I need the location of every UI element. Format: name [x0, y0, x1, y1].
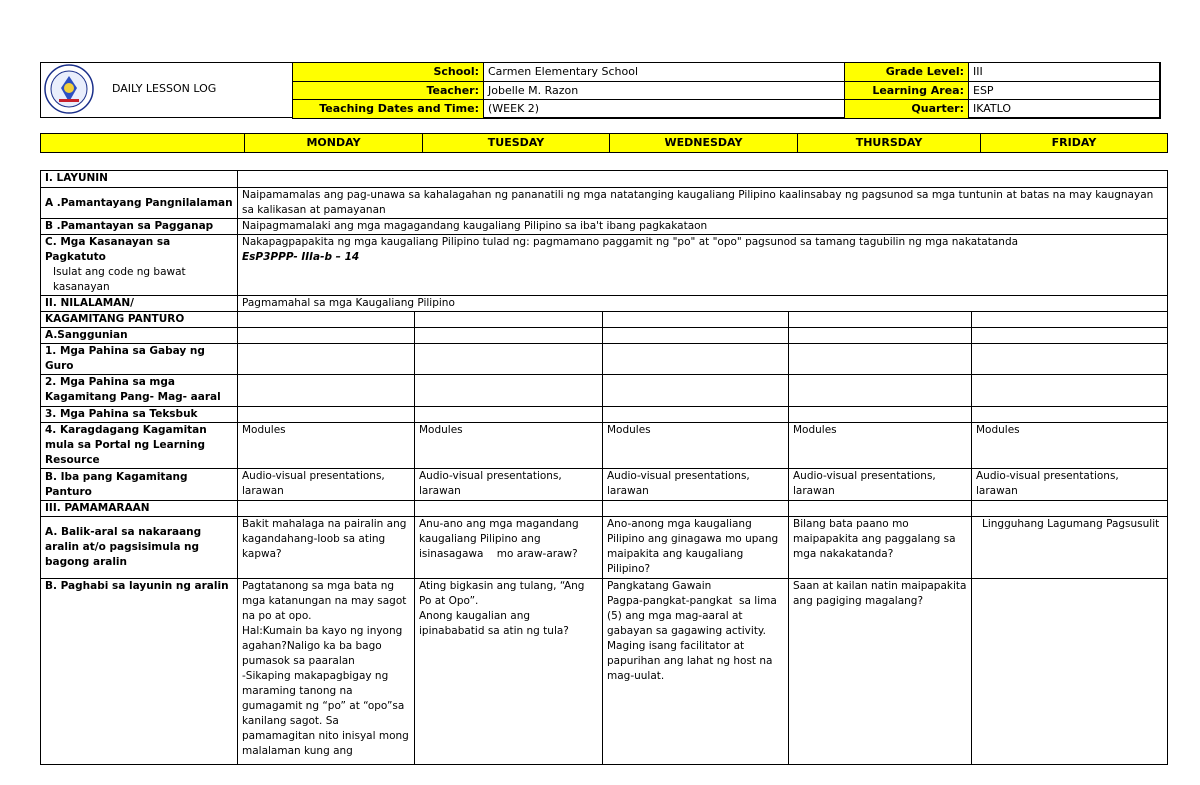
karagdagang-thursday: Modules — [789, 423, 972, 469]
balik-monday: Bakit mahalaga na pairalin ang kagandahang-loob sa ating kapwa? — [238, 517, 415, 579]
paghabi-tuesday: Ating bigkasin ang tulang, “Ang Po at Opo”. Anong kaugalian ang ipinababatid sa atin ng tula? — [415, 579, 603, 765]
iba-thursday: Audio-visual presentations, larawan — [789, 469, 972, 501]
empty-cell — [789, 407, 972, 423]
iba-monday: Audio-visual presentations, larawan — [238, 469, 415, 501]
empty-cell — [415, 375, 603, 407]
day-header-blank — [41, 134, 245, 153]
grade-value: III — [969, 63, 1161, 82]
day-header-row — [40, 133, 1168, 153]
quarter-label: Quarter: — [845, 100, 969, 119]
paghabi-wednesday: Pangkatang Gawain Pagpa-pangkat-pangkat sa lima (5) ang mga mag-aaral at gabayan sa gagawing activity. Maging isang facilitator at papurihan ang lahat ng host na mag-uulat. — [603, 579, 789, 765]
empty-cell — [603, 375, 789, 407]
empty-cell — [789, 501, 972, 517]
iba-friday: Audio-visual presentations, larawan — [972, 469, 1168, 501]
kasanayan-label: C. Mga Kasanayan sa Pagkatuto — [45, 236, 171, 263]
empty-cell — [238, 328, 415, 344]
paghabi-label: B. Paghabi sa layunin ng aralin — [41, 579, 238, 765]
layunin-label: I. LAYUNIN — [41, 171, 238, 188]
empty-cell — [415, 501, 603, 517]
paghabi-friday — [972, 579, 1168, 765]
pagganap-label: B .Pamantayan sa Pagganap — [41, 219, 238, 235]
paghabi-monday: Pagtatanong sa mga bata ng mga katanungan na may sagot na po at opo. Hal:Kumain ba kayo ng inyong agahan?Naligo ka ba bago pumasok sa paaralan -Sikaping makapagbigay ng maraming tanong na gumagamit ng “po” at “opo”sa kanilang sagot. Sa pamamagitan nito inisyal mong malalaman kung ang — [238, 579, 415, 765]
kagamitang-label: 2. Mga Pahina sa mga Kagamitang Pang- Mag- aaral — [41, 375, 238, 407]
empty-cell — [789, 328, 972, 344]
kasanayan-code: EsP3PPP- IIIa-b – 14 — [242, 251, 360, 263]
page-title: DAILY LESSON LOG — [112, 82, 217, 95]
quarter-value: IKATLO — [969, 100, 1161, 119]
balik-wednesday: Ano-anong mga kaugaliang Pilipino ang ginagawa mo upang maipakita ang kaugaliang Pilipino? — [603, 517, 789, 579]
kasanayan-text: Nakapagpapakita ng mga kaugaliang Pilipino tulad ng: pagmamano paggamit ng "po" at "opo" pagsunod sa tamang tagubilin ng mga nakatatanda — [242, 236, 1019, 248]
pagganap-text: Naipagmamalaki ang mga magagandang kaugaliang Pilipino sa iba't ibang pagkakataon — [238, 219, 1168, 235]
empty-cell — [415, 407, 603, 423]
school-label: School: — [293, 63, 484, 82]
pamantayang-label: A .Pamantayang Pangnilalaman — [41, 188, 238, 219]
empty-cell — [603, 407, 789, 423]
empty-cell — [603, 312, 789, 328]
empty-cell — [238, 375, 415, 407]
empty-cell — [972, 375, 1168, 407]
empty-cell — [415, 328, 603, 344]
empty-cell — [238, 312, 415, 328]
paghabi-thursday: Saan at kailan natin maipapakita ang pagiging magalang? — [789, 579, 972, 765]
day-friday: FRIDAY — [981, 134, 1168, 153]
kagamitan-label: KAGAMITANG PANTURO — [41, 312, 238, 328]
empty-cell — [972, 328, 1168, 344]
empty-cell — [789, 344, 972, 375]
empty-cell — [415, 312, 603, 328]
empty-cell — [603, 501, 789, 517]
iba-wednesday: Audio-visual presentations, larawan — [603, 469, 789, 501]
nilalaman-label: II. NILALAMAN/ — [41, 296, 238, 312]
day-monday: MONDAY — [245, 134, 423, 153]
sanggunian-label: A.Sanggunian — [41, 328, 238, 344]
area-value: ESP — [969, 81, 1161, 100]
dates-label: Teaching Dates and Time: — [293, 100, 484, 119]
iba-tuesday: Audio-visual presentations, larawan — [415, 469, 603, 501]
balik-friday: Lingguhang Lagumang Pagsusulit — [972, 517, 1168, 579]
balik-thursday: Bilang bata paano mo maipapakita ang paggalang sa mga nakakatanda? — [789, 517, 972, 579]
kasanayan-sub: Isulat ang code ng bawat kasanayan — [53, 266, 186, 293]
day-tuesday: TUESDAY — [423, 134, 610, 153]
teksbuk-label: 3. Mga Pahina sa Teksbuk — [41, 407, 238, 423]
empty-cell — [603, 344, 789, 375]
kasanayan-cell — [41, 235, 238, 296]
teacher-label: Teacher: — [293, 81, 484, 100]
dates-value: (WEEK 2) — [484, 100, 845, 119]
nilalaman-text: Pagmamahal sa mga Kaugaliang Pilipino — [238, 296, 1168, 312]
empty-cell — [238, 501, 415, 517]
karagdagang-wednesday: Modules — [603, 423, 789, 469]
header-info-table — [292, 62, 1161, 119]
lesson-log-table — [40, 170, 1168, 765]
empty-cell — [238, 344, 415, 375]
balik-label: A. Balik-aral sa nakaraang aralin at/o pagsisimula ng bagong aralin — [41, 517, 238, 579]
day-thursday: THURSDAY — [798, 134, 981, 153]
karagdagang-label: 4. Karagdagang Kagamitan mula sa Portal ng Learning Resource — [41, 423, 238, 469]
kasanayan-text-cell — [238, 235, 1168, 296]
pamantayang-text: Naipamamalas ang pag-unawa sa kahalagahan ng pananatili ng mga natatanging kaugaliang Pilipino kaalinsabay ng pagsunod sa mga tuntunin at batas na may kaugnayan sa kalikasan at pamayanan — [238, 188, 1168, 219]
day-wednesday: WEDNESDAY — [610, 134, 798, 153]
empty-cell — [238, 407, 415, 423]
iba-label: B. Iba pang Kagamitang Panturo — [41, 469, 238, 501]
empty-cell — [238, 171, 1168, 188]
karagdagang-tuesday: Modules — [415, 423, 603, 469]
empty-cell — [789, 312, 972, 328]
empty-cell — [972, 501, 1168, 517]
karagdagang-monday: Modules — [238, 423, 415, 469]
area-label: Learning Area: — [845, 81, 969, 100]
empty-cell — [603, 328, 789, 344]
empty-cell — [972, 407, 1168, 423]
karagdagang-friday: Modules — [972, 423, 1168, 469]
empty-cell — [789, 375, 972, 407]
pamamaraan-label: III. PAMAMARAAN — [41, 501, 238, 517]
empty-cell — [972, 312, 1168, 328]
gabay-label: 1. Mga Pahina sa Gabay ng Guro — [41, 344, 238, 375]
deped-seal-icon — [44, 64, 94, 114]
empty-cell — [972, 344, 1168, 375]
empty-cell — [415, 344, 603, 375]
balik-tuesday: Anu-ano ang mga magandang kaugaliang Pilipino ang isinasagawa mo araw-araw? — [415, 517, 603, 579]
grade-label: Grade Level: — [845, 63, 969, 82]
teacher-value: Jobelle M. Razon — [484, 81, 845, 100]
school-value: Carmen Elementary School — [484, 63, 845, 82]
